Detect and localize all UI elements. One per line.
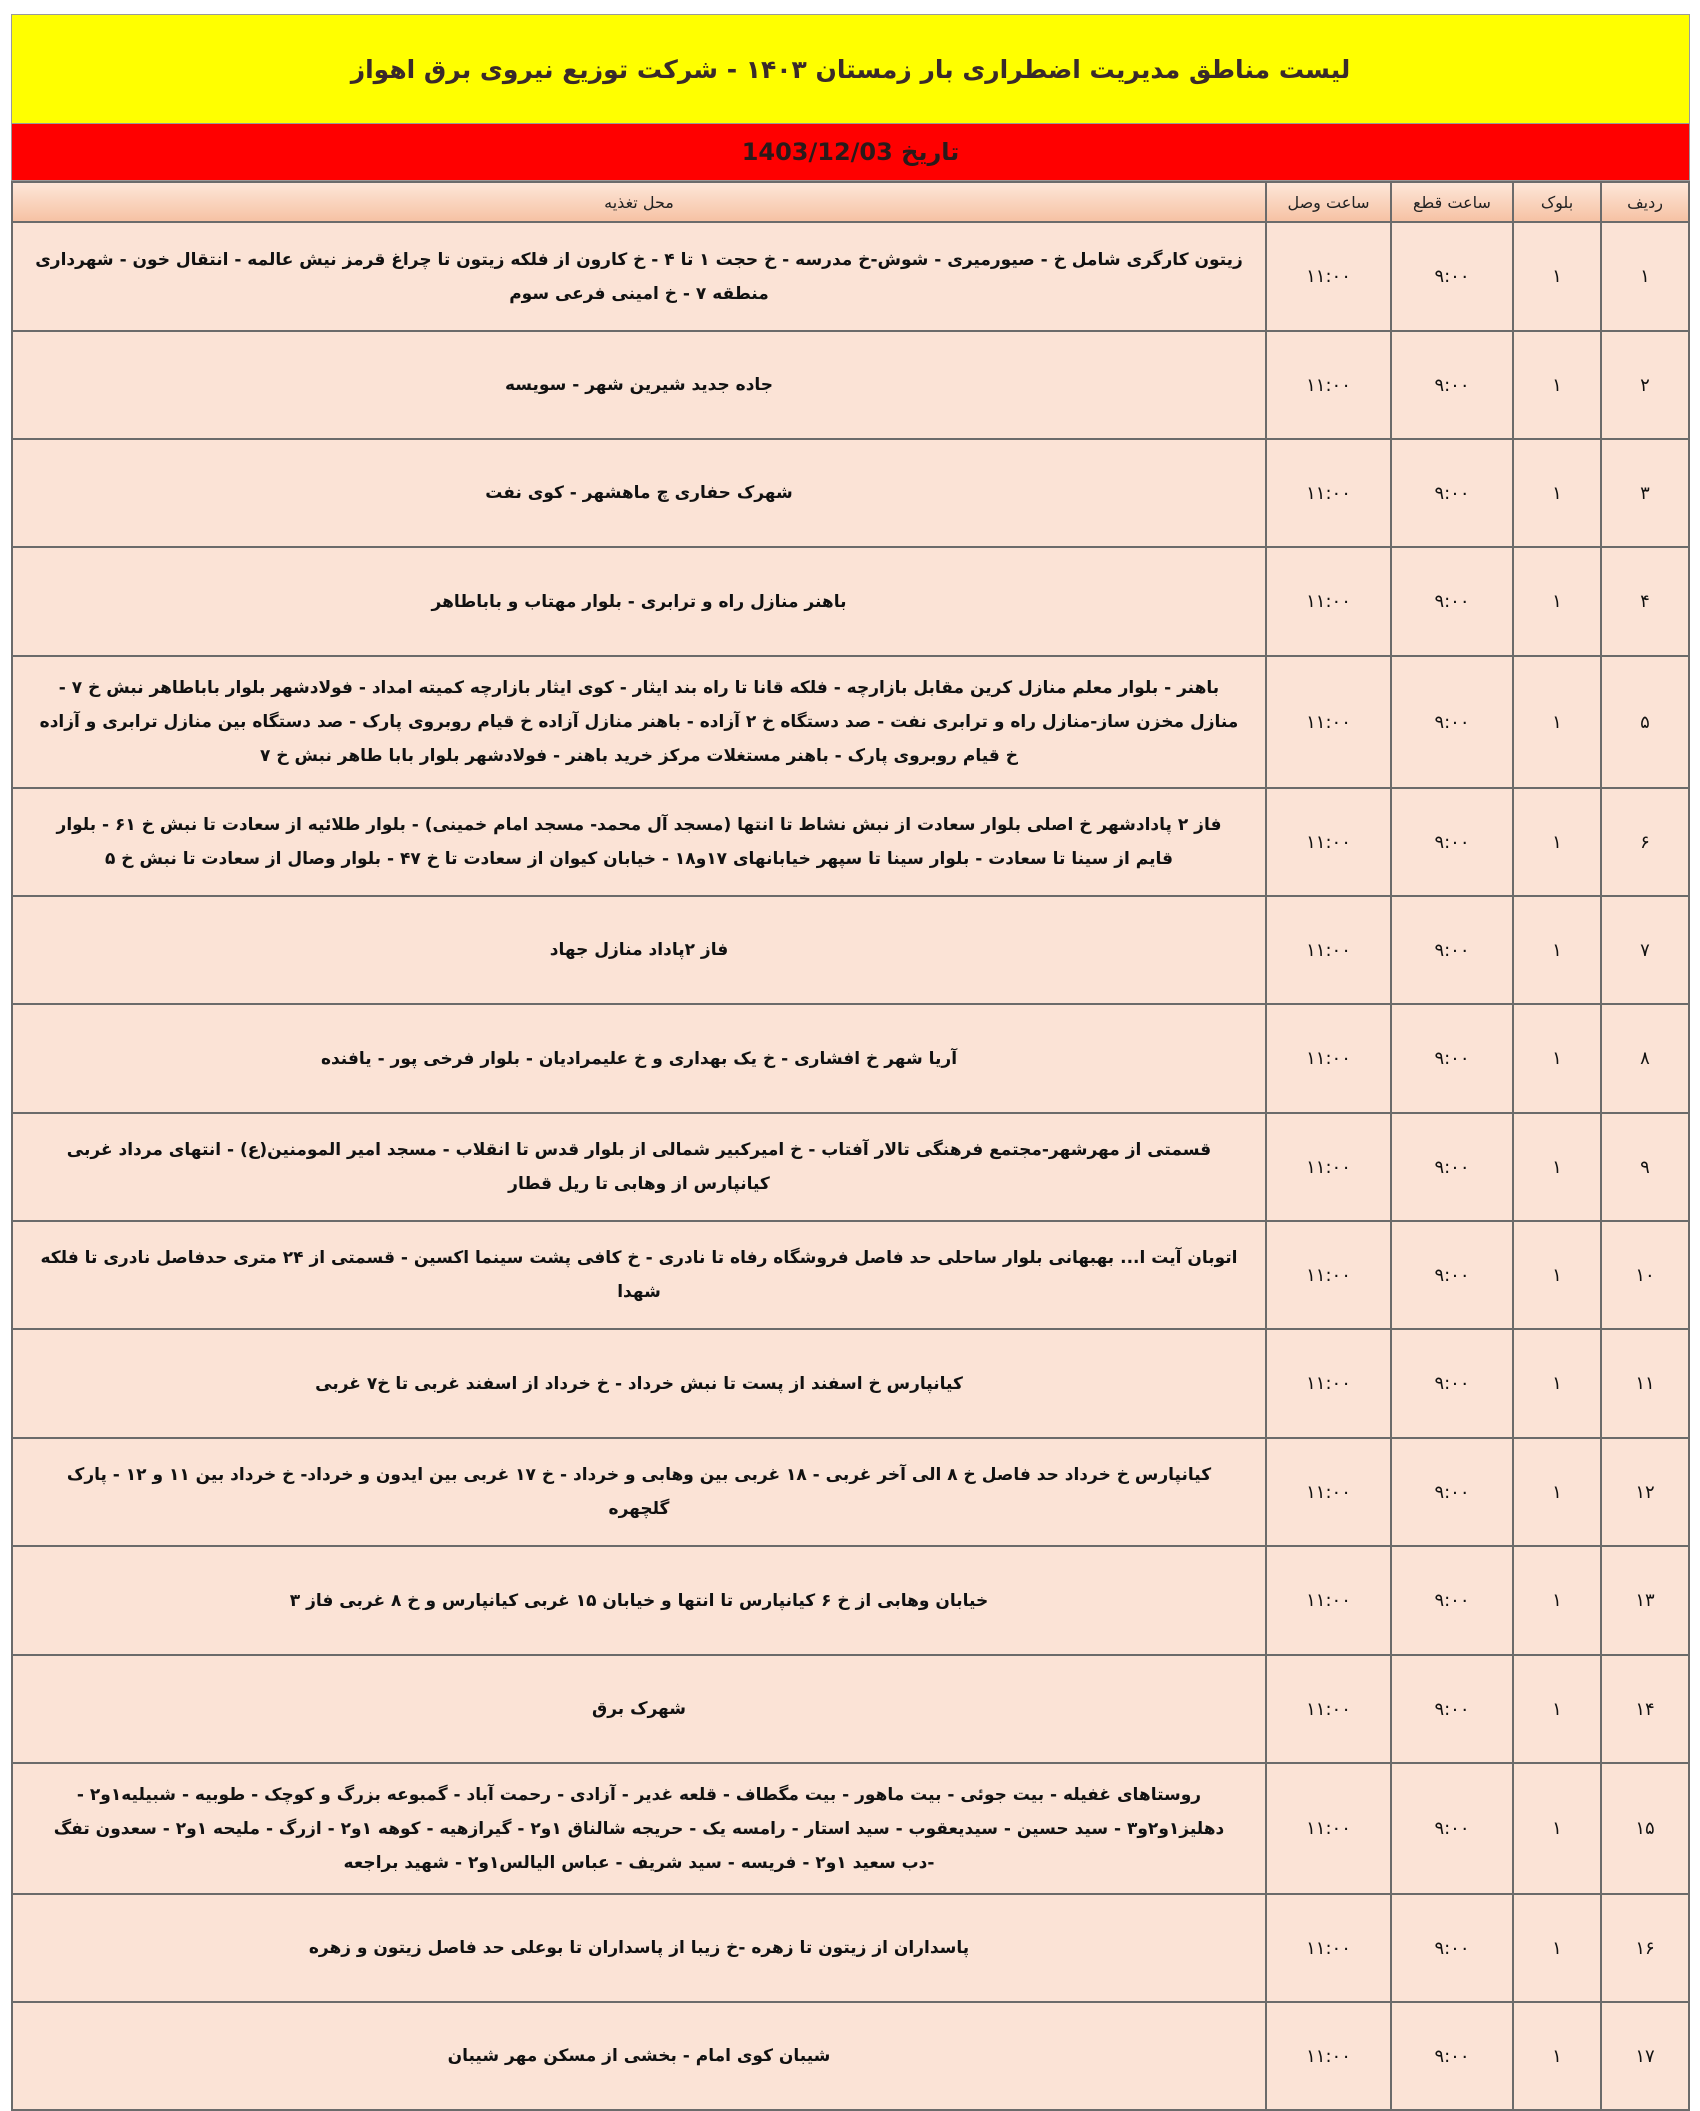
cut-time-cell: ۹:۰۰ [1391,896,1513,1004]
cut-time-cell: ۹:۰۰ [1391,222,1513,331]
location-cell: روستاهای غفیله - بیت جوئی - بیت ماهور - بیت مگطاف - قلعه غدیر - آزادی - رحمت آباد - گمبوعه بزرگ و کوچک - طوبیه - شبیلیه۱و۲ - دهلیز۱و۲و۳ - سید حسین - سیدیعقوب - سید استار - رامسه یک - حریجه شالناق ۱و۲ - گیرازهیه - کوهه ۱و۲ - ازرگ - ملیحه ۱و۲ - سعدون تفگ -دب سعید ۱و۲ - فریسه - سید شریف - عباس الیالس۱و۲ - شهید براجعه [12,1763,1266,1894]
row-number-cell: ۱ [1601,222,1689,331]
location-cell: آریا شهر خ افشاری - خ یک بهداری و خ علیمرادیان - بلوار فرخی پور - یافنده [12,1004,1266,1113]
reconnect-time-cell: ۱۱:۰۰ [1266,1894,1391,2002]
block-cell: ۱ [1513,1655,1601,1763]
row-number-cell: ۶ [1601,788,1689,896]
block-cell: ۱ [1513,1329,1601,1438]
block-cell: ۱ [1513,2002,1601,2110]
header-block: بلوک [1513,182,1601,222]
table-row [12,1546,1689,1655]
location-cell: خیابان وهابی از خ ۶ کیانپارس تا انتها و خیابان ۱۵ غربی کیانپارس و خ ۸ غربی فاز ۳ [12,1546,1266,1655]
block-cell: ۱ [1513,656,1601,788]
block-cell: ۱ [1513,1438,1601,1546]
location-cell: فاز ۲پاداد منازل جهاد [12,896,1266,1004]
reconnect-time-cell: ۱۱:۰۰ [1266,1655,1391,1763]
block-cell: ۱ [1513,439,1601,547]
block-cell: ۱ [1513,1221,1601,1329]
table-row [12,439,1689,547]
table-row [12,1763,1689,1894]
block-cell: ۱ [1513,331,1601,439]
cut-time-cell: ۹:۰۰ [1391,547,1513,656]
cut-time-cell: ۹:۰۰ [1391,1221,1513,1329]
table-row [12,1894,1689,2002]
row-number-cell: ۱۱ [1601,1329,1689,1438]
reconnect-time-cell: ۱۱:۰۰ [1266,439,1391,547]
block-cell: ۱ [1513,1004,1601,1113]
document-title: لیست مناطق مدیریت اضطراری بار زمستان ۱۴۰۳ - شرکت توزیع نیروی برق اهواز [350,54,1351,84]
cut-time-cell: ۹:۰۰ [1391,656,1513,788]
row-number-cell: ۱۳ [1601,1546,1689,1655]
cut-time-cell: ۹:۰۰ [1391,331,1513,439]
row-number-cell: ۹ [1601,1113,1689,1221]
table-body [12,222,1689,2110]
cut-time-cell: ۹:۰۰ [1391,1763,1513,1894]
table-row [12,1655,1689,1763]
row-number-cell: ۱۴ [1601,1655,1689,1763]
table-row [12,1438,1689,1546]
reconnect-time-cell: ۱۱:۰۰ [1266,2002,1391,2110]
block-cell: ۱ [1513,788,1601,896]
table-row [12,2002,1689,2110]
reconnect-time-cell: ۱۱:۰۰ [1266,896,1391,1004]
cut-time-cell: ۹:۰۰ [1391,788,1513,896]
date-bar [11,124,1690,181]
row-number-cell: ۷ [1601,896,1689,1004]
cut-time-cell: ۹:۰۰ [1391,1004,1513,1113]
header-reconnect-time: ساعت وصل [1266,182,1391,222]
table-header-row [12,182,1689,222]
block-cell: ۱ [1513,1546,1601,1655]
outage-table [11,181,1690,2111]
row-number-cell: ۸ [1601,1004,1689,1113]
block-cell: ۱ [1513,1894,1601,2002]
location-cell: کیانپارس خ اسفند از پست تا نبش خرداد - خ خرداد از اسفند غربی تا خ۷ غربی [12,1329,1266,1438]
cut-time-cell: ۹:۰۰ [1391,439,1513,547]
title-bar [11,14,1690,124]
row-number-cell: ۱۲ [1601,1438,1689,1546]
row-number-cell: ۱۶ [1601,1894,1689,2002]
table-row [12,331,1689,439]
reconnect-time-cell: ۱۱:۰۰ [1266,331,1391,439]
document-date: تاریخ 1403/12/03 [741,138,960,166]
cut-time-cell: ۹:۰۰ [1391,1438,1513,1546]
block-cell: ۱ [1513,222,1601,331]
row-number-cell: ۱۷ [1601,2002,1689,2110]
location-cell: پاسداران از زیتون تا زهره -خ زیبا از پاسداران تا بوعلی حد فاصل زیتون و زهره [12,1894,1266,2002]
reconnect-time-cell: ۱۱:۰۰ [1266,1438,1391,1546]
table-row [12,1329,1689,1438]
reconnect-time-cell: ۱۱:۰۰ [1266,1546,1391,1655]
location-cell: شیبان کوی امام - بخشی از مسکن مهر شیبان [12,2002,1266,2110]
reconnect-time-cell: ۱۱:۰۰ [1266,1221,1391,1329]
table-row [12,547,1689,656]
location-cell: باهنر منازل راه و ترابری - بلوار مهتاب و باباطاهر [12,547,1266,656]
reconnect-time-cell: ۱۱:۰۰ [1266,1763,1391,1894]
reconnect-time-cell: ۱۱:۰۰ [1266,1113,1391,1221]
location-cell: کیانپارس خ خرداد حد فاصل خ ۸ الی آخر غربی - ۱۸ غربی بین وهابی و خرداد - خ ۱۷ غربی بین ایدون و خرداد- خ خرداد بین ۱۱ و ۱۲ - پارک گلچهره [12,1438,1266,1546]
row-number-cell: ۵ [1601,656,1689,788]
table-row [12,1004,1689,1113]
block-cell: ۱ [1513,1113,1601,1221]
row-number-cell: ۳ [1601,439,1689,547]
document-sheet [11,14,1690,2111]
row-number-cell: ۱۰ [1601,1221,1689,1329]
table-row [12,656,1689,788]
reconnect-time-cell: ۱۱:۰۰ [1266,222,1391,331]
reconnect-time-cell: ۱۱:۰۰ [1266,656,1391,788]
location-cell: اتوبان آیت ا... بهبهانی بلوار ساحلی حد فاصل فروشگاه رفاه تا نادری - خ کافی پشت سینما اکسین - قسمتی از ۲۴ متری حدفاصل نادری تا فلکه شهدا [12,1221,1266,1329]
location-cell: شهرک حفاری چ ماهشهر - کوی نفت [12,439,1266,547]
table-row [12,788,1689,896]
table-row [12,1221,1689,1329]
header-cut-time: ساعت قطع [1391,182,1513,222]
row-number-cell: ۴ [1601,547,1689,656]
location-cell: باهنر - بلوار معلم منازل کرین مقابل بازارچه - فلکه قانا تا راه بند ایثار - کوی ایثار بازارچه کمیته امداد - فولادشهر بلوار باباطاهر نبش خ ۷ - منازل مخزن ساز-منازل راه و ترابری نفت - صد دستگاه خ ۲ آزاده - باهنر منازل آزاده خ قیام روبروی پارک - صد دستگاه بین منازل ترابری و آزاده خ قیام روبروی پارک - باهنر مستغلات مرکز خرید باهنر - فولادشهر بلوار بابا طاهر نبش خ ۷ [12,656,1266,788]
location-cell: شهرک برق [12,1655,1266,1763]
cut-time-cell: ۹:۰۰ [1391,2002,1513,2110]
cut-time-cell: ۹:۰۰ [1391,1329,1513,1438]
table-row [12,222,1689,331]
table-row [12,896,1689,1004]
location-cell: جاده جدید شیرین شهر - سویسه [12,331,1266,439]
header-location: محل تغذیه [12,182,1266,222]
cut-time-cell: ۹:۰۰ [1391,1113,1513,1221]
header-row-number: ردیف [1601,182,1689,222]
cut-time-cell: ۹:۰۰ [1391,1894,1513,2002]
location-cell: قسمتی از مهرشهر-مجتمع فرهنگی تالار آفتاب - خ امیرکبیر شمالی از بلوار قدس تا انقلاب - مسجد امیر المومنین(ع) - انتهای مرداد غربی کیانپارس از وهابی تا ریل قطار [12,1113,1266,1221]
reconnect-time-cell: ۱۱:۰۰ [1266,1329,1391,1438]
reconnect-time-cell: ۱۱:۰۰ [1266,547,1391,656]
block-cell: ۱ [1513,547,1601,656]
reconnect-time-cell: ۱۱:۰۰ [1266,788,1391,896]
location-cell: فاز ۲ پادادشهر خ اصلی بلوار سعادت از نبش نشاط تا انتها (مسجد آل محمد- مسجد امام خمینی) - بلوار طلائیه از سعادت تا نبش خ ۶۱ - بلوار قایم از سینا تا سعادت - بلوار سینا تا سپهر خیابانهای ۱۷و۱۸ - خیابان کیوان از سعادت تا خ ۴۷ - بلوار وصال از سعادت تا نبش خ ۵ [12,788,1266,896]
row-number-cell: ۲ [1601,331,1689,439]
row-number-cell: ۱۵ [1601,1763,1689,1894]
reconnect-time-cell: ۱۱:۰۰ [1266,1004,1391,1113]
block-cell: ۱ [1513,896,1601,1004]
table-row [12,1113,1689,1221]
location-cell: زیتون کارگری شامل خ - صیورمیری - شوش-خ مدرسه - خ حجت ۱ تا ۴ - خ کارون از فلکه زیتون تا چراغ قرمز نیش عالمه - انتقال خون - شهرداری منطقه ۷ - خ امینی فرعی سوم [12,222,1266,331]
block-cell: ۱ [1513,1763,1601,1894]
cut-time-cell: ۹:۰۰ [1391,1546,1513,1655]
cut-time-cell: ۹:۰۰ [1391,1655,1513,1763]
